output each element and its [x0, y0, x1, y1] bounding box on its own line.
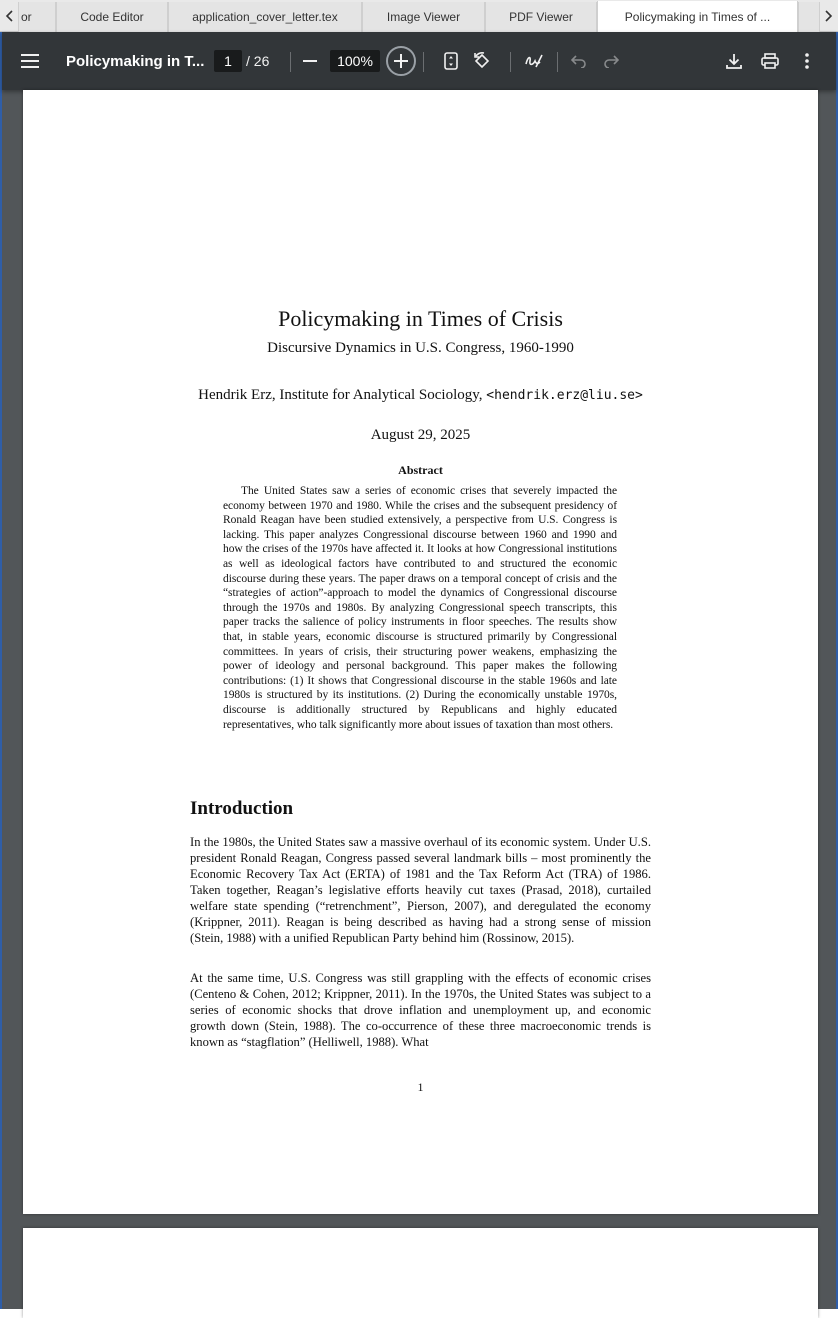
- paper-date: August 29, 2025: [370, 427, 471, 443]
- section-heading: Introduction: [190, 798, 294, 819]
- paper-title: Policymaking in Times of Crisis: [278, 306, 563, 331]
- more-icon[interactable]: [795, 49, 819, 73]
- author-email: <hendrik.erz@liu.se>: [486, 388, 643, 403]
- tab-code-editor[interactable]: Code Editor: [56, 2, 168, 32]
- tab-policymaking[interactable]: Policymaking in Times of ...: [597, 1, 798, 33]
- pdf-viewer: [0, 32, 838, 1309]
- rotate-icon[interactable]: [470, 49, 494, 73]
- page-number-input[interactable]: 1: [214, 50, 242, 72]
- paper-subtitle: Discursive Dynamics in U.S. Congress, 1960-1990: [267, 340, 574, 356]
- tab-pdf-viewer[interactable]: PDF Viewer: [485, 2, 597, 32]
- body-paragraph: In the 1980s, the United States saw a massive overhaul of its economic system. Under U.S. president Ronald Reagan, Congress passed several landmark bills – most prominently the Economic Recovery Tax Act (ERTA) of 1981 and the Tax Reform Act (TRA) of 1986. Taken together, Reagan’s legislative efforts heavily cut taxes (Prasad, 2018), curtailed welfare state spending (“retrenchment”, Pierson, 2007), and deregulated the economy (Krippner, 2011). Reagan is being described as having had a strong sense of mission (Stein, 1988) with a unified Republican Party behind him (Rossinow, 2015).: [190, 835, 651, 945]
- chevron-right-icon[interactable]: [818, 0, 838, 32]
- toolbar-divider: [557, 52, 558, 72]
- abstract-heading: Abstract: [398, 463, 443, 477]
- tab-strip: [0, 0, 838, 32]
- toolbar-divider: [423, 52, 424, 72]
- tab-partial[interactable]: or: [18, 2, 56, 32]
- zoom-out-icon[interactable]: [298, 49, 322, 73]
- zoom-level-input[interactable]: 100%: [330, 50, 380, 72]
- annotate-icon[interactable]: [522, 49, 546, 73]
- tab-cover-letter[interactable]: application_cover_letter.tex: [168, 2, 362, 32]
- tab-image-viewer[interactable]: Image Viewer: [362, 2, 485, 32]
- chevron-left-icon[interactable]: [0, 0, 20, 32]
- pdf-page-2: [23, 1228, 818, 1318]
- page-total: / 26: [246, 53, 270, 69]
- page-number: 1: [417, 1080, 424, 1094]
- pdf-page-1: [23, 90, 818, 1214]
- menu-icon[interactable]: [18, 49, 42, 73]
- paper-author: [23, 387, 818, 404]
- redo-icon[interactable]: [599, 49, 623, 73]
- print-icon[interactable]: [758, 49, 782, 73]
- tab-overflow: [798, 2, 820, 32]
- abstract-text: The United States saw a series of economic crises that severely impacted the economy between 1970 and 1980. While the crises and the subsequent presidency of Ronald Reagan have been studied extensively, a perspective from U.S. Congress is lacking. This paper analyzes Congressional discourse between 1960 and 1990 and how the crises of the 1970s have affected it. It looks at how Congressional institutions as well as ideological factors have contributed to and structured the economic discourse during these years. The paper draws on a temporal concept of crisis and the “strategies of action”-approach to model the dynamics of Congressional discourse through the 1970s and 1980s. By analyzing Congressional speech transcripts, this paper tracks the salience of policy instruments in floor speeches. The results show that, in stable years, economic discourse is structured primarily by Congressional committees. In years of crisis, their structuring power weakens, emphasizing the power of ideology and personal background. This paper makes the following contributions: (1) It shows that Congressional discourse in the stable 1960s and late 1980s is structured by its institutions. (2) During the economically unstable 1970s, discourse is additionally structured by Republicans and highly educated representatives, who talk significantly more about issues of taxation than most others.: [223, 485, 617, 731]
- author-name: Hendrik Erz, Institute for Analytical Sociology,: [198, 387, 483, 403]
- body-paragraph: At the same time, U.S. Congress was still grappling with the effects of economic crises (Centeno & Cohen, 2012; Krippner, 2011). In the 1970s, the United States was subject to a series of economic shocks that drove inflation and unemployment up, and economic growth down (Stein, 1988). The co-occurrence of these three macroeconomic trends is known as “stagflation” (Helliwell, 1988). What: [190, 971, 651, 1049]
- toolbar-divider: [290, 52, 291, 72]
- toolbar-divider: [510, 52, 511, 72]
- fit-page-icon[interactable]: [439, 49, 463, 73]
- document-title: Policymaking in T...: [66, 52, 205, 70]
- undo-icon[interactable]: [567, 49, 591, 73]
- pdf-toolbar: [2, 32, 836, 90]
- download-icon[interactable]: [722, 49, 746, 73]
- zoom-in-icon[interactable]: [386, 46, 416, 76]
